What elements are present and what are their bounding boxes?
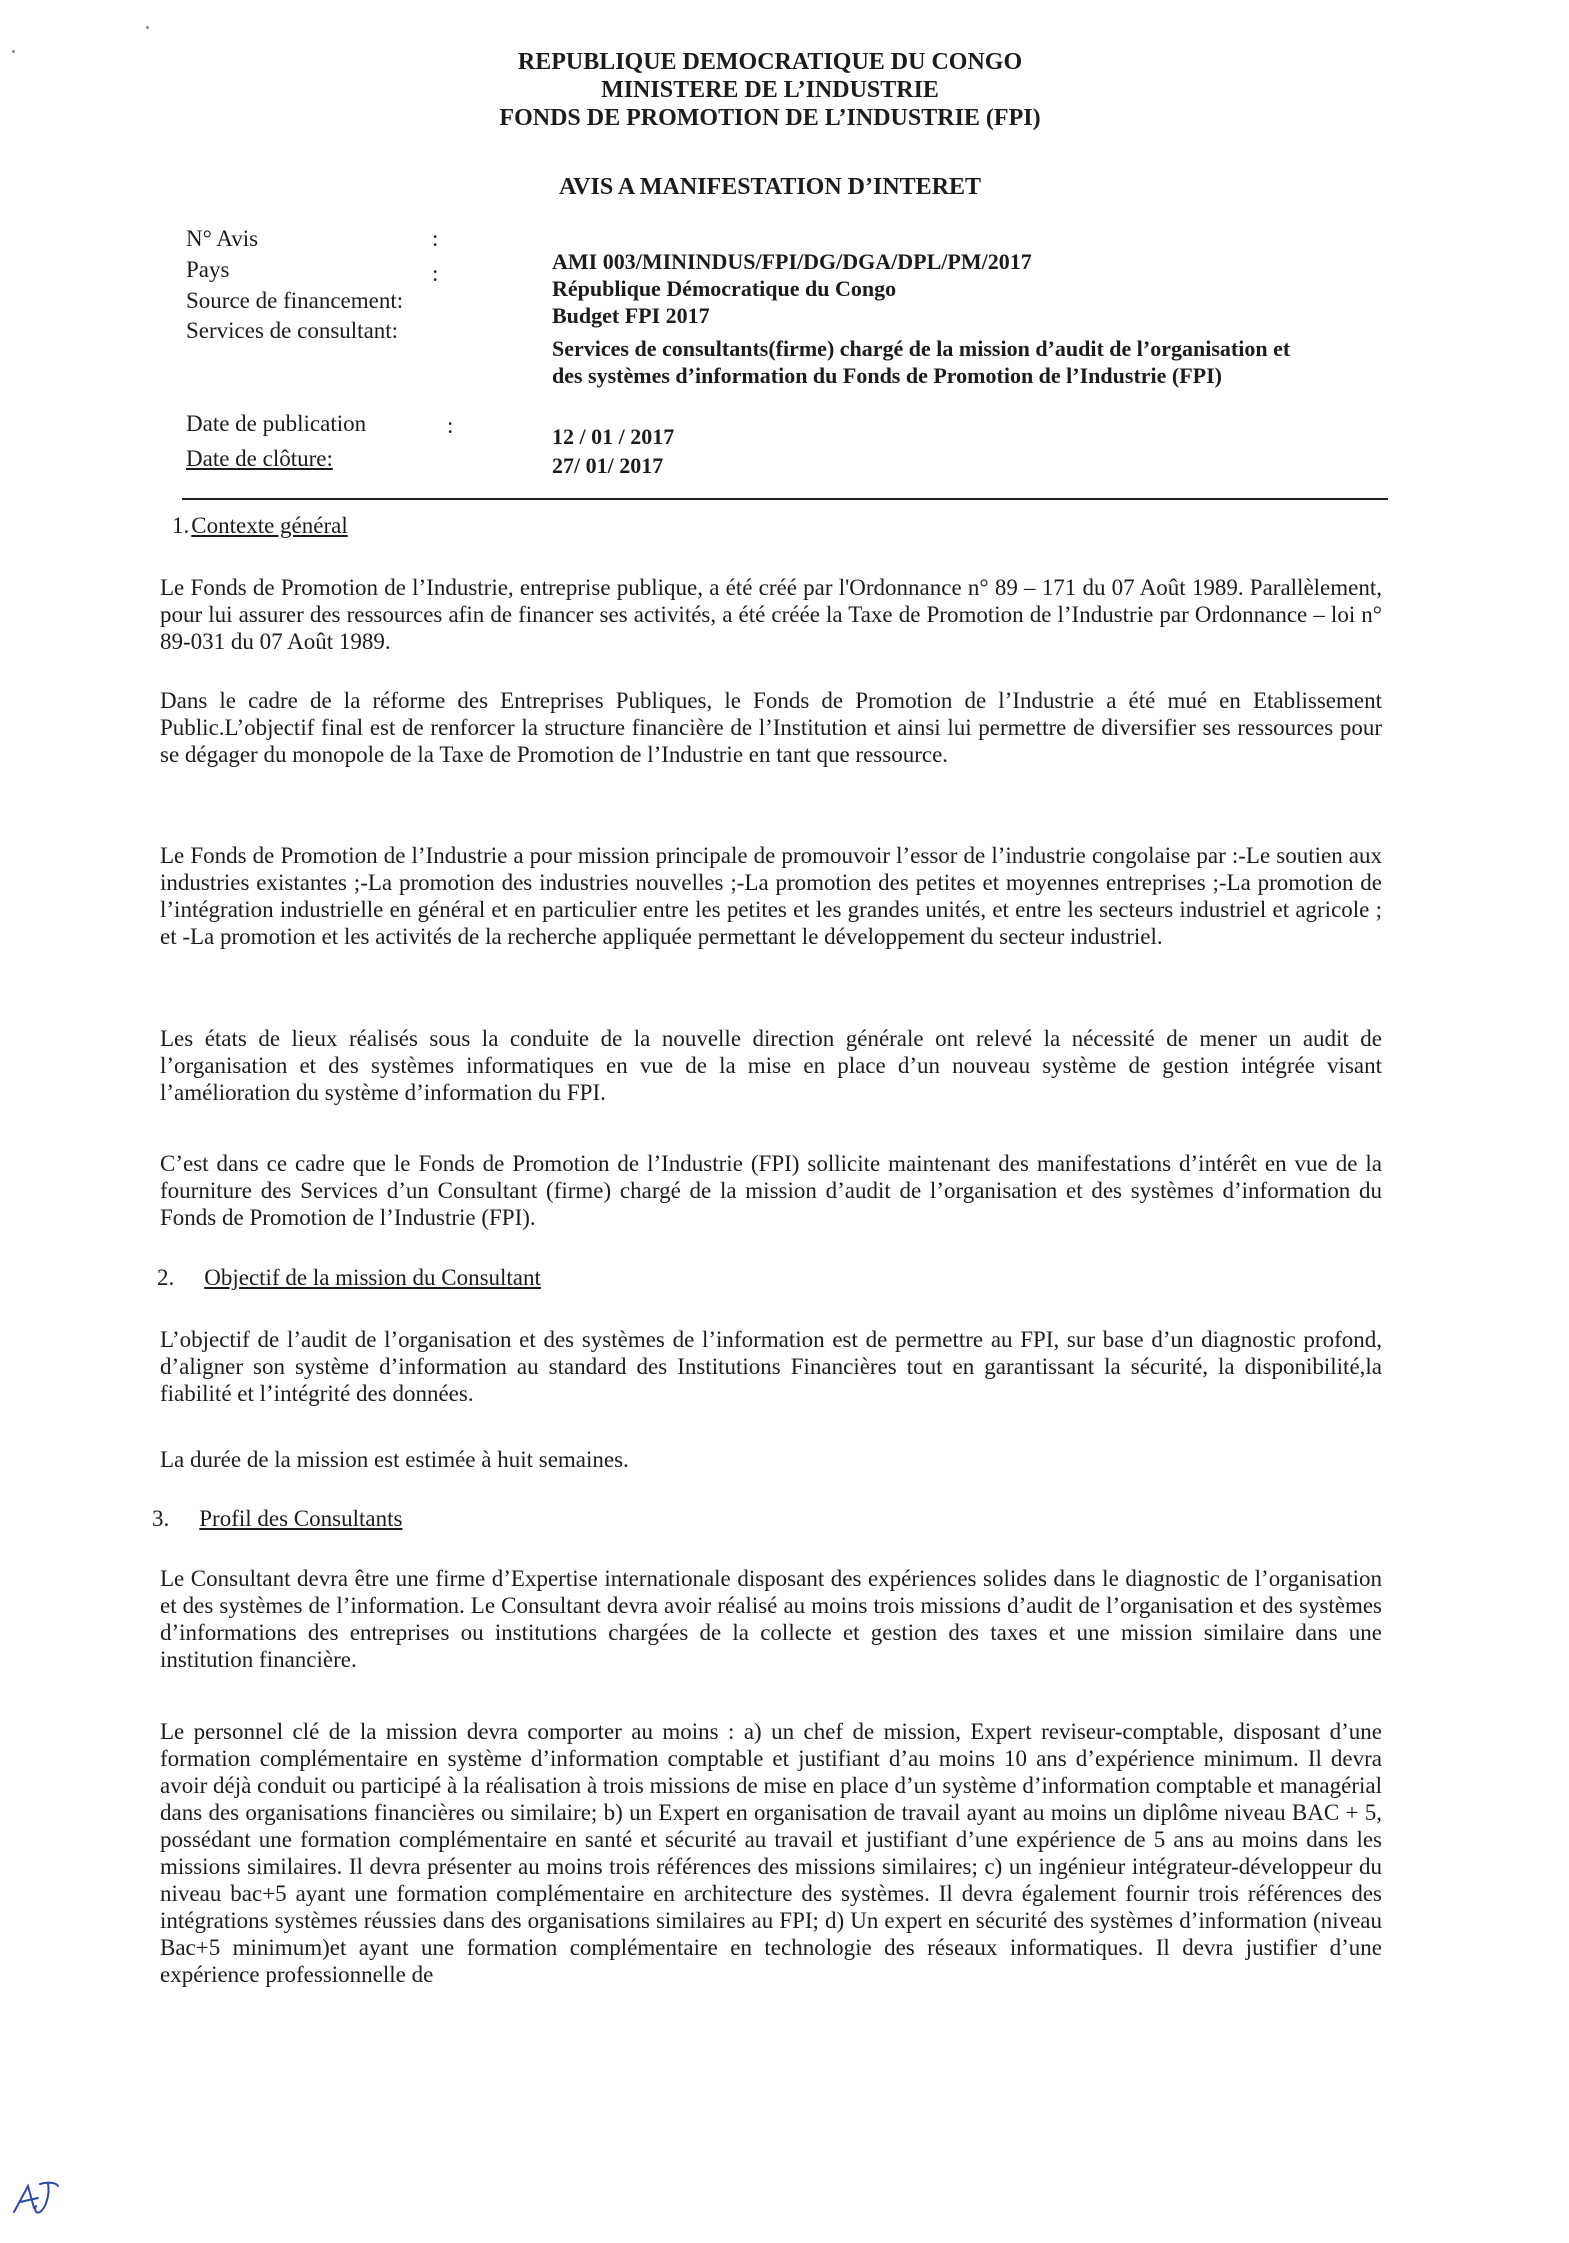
header-ministry: MINISTERE DE L’INDUSTRIE bbox=[601, 77, 939, 103]
section-3-number: 3. bbox=[152, 1506, 170, 1531]
handwritten-initials-icon bbox=[10, 2178, 62, 2218]
meta-value-source: Budget FPI 2017 bbox=[552, 303, 710, 328]
section-3-heading bbox=[152, 1506, 402, 1532]
header-fund: FONDS DE PROMOTION DE L’INDUSTRIE (FPI) bbox=[499, 105, 1041, 131]
meta-value-services bbox=[552, 335, 1452, 389]
meta-value-pays: République Démocratique du Congo bbox=[552, 276, 897, 301]
meta-colon: : bbox=[432, 226, 439, 251]
section-1-paragraph-1: Le Fonds de Promotion de l’Industrie, entreprise publique, a été créé par l'Ordonnance n° 89 – 171 du 07 Août 1989. Parallèlement, pour lui assurer des ressources afin de financer ses activités, a été créée la Taxe de Promotion de l’Industrie par Ordonnance – loi n° 89-031 du 07 Août 1989. bbox=[160, 575, 1382, 654]
header-divider bbox=[182, 498, 1388, 500]
meta-label-publication: Date de publication bbox=[186, 411, 367, 436]
section-2-title: Objectif de la mission du Consultant bbox=[204, 1265, 541, 1290]
section-3-paragraph-1: Le Consultant devra être une firme d’Expertise internationale disposant des expériences solides dans le diagnostic de l’organisation et des systèmes de l’information. Le Consultant devra avoir réalisé au moins trois missions d’audit de l’organisation et des systèmes d’informations des entreprises ou institutions chargées de la collecte et gestion des taxes et une mission similaire dans une institution financière. bbox=[160, 1566, 1382, 1672]
meta-value-publication: 12 / 01 / 2017 bbox=[552, 424, 675, 449]
meta-value-services-line1: Services de consultants(firme) chargé de la mission d’audit de l’organisation et bbox=[552, 336, 1291, 361]
section-1-heading bbox=[172, 513, 348, 539]
section-3-title: Profil des Consultants bbox=[199, 1506, 403, 1531]
meta-label-services: Services de consultant: bbox=[186, 318, 399, 343]
scan-speck bbox=[146, 26, 149, 29]
section-2-heading bbox=[157, 1265, 541, 1291]
section-2-paragraph-1: L’objectif de l’audit de l’organisation et des systèmes de l’information est de permettre au FPI, sur base d’un diagnostic profond, d’aligner son système d’information au standard des Institutions Financières tout en garantissant la sécurité, la disponibilité,la fiabilité et l’intégrité des données. bbox=[160, 1327, 1382, 1406]
section-1-title: Contexte général bbox=[191, 513, 348, 538]
section-1-paragraph-2: Dans le cadre de la réforme des Entreprises Publiques, le Fonds de Promotion de l’Industrie a été mué en Etablissement Public.L’objectif final est de renforcer la structure financière de l’Institution et ainsi lui permettre de diversifier ses ressources pour se dégager du monopole de la Taxe de Promotion de l’Industrie en tant que ressource. bbox=[160, 688, 1382, 767]
meta-label-source: Source de financement: bbox=[186, 288, 404, 313]
document-header bbox=[340, 48, 1200, 132]
section-3-paragraph-2: Le personnel clé de la mission devra comporter au moins : a) un chef de mission, Expert reviseur-comptable, disposant d’une formation complémentaire en système d’information comptable et justifiant d’au moins 10 ans d’expérience minimum. Il devra avoir déjà conduit ou participé à la réalisation à trois missions de mise en place d’un système d’information comptable et managérial dans des organisations financières ou similaire; b) un Expert en organisation de travail ayant au moins un diplôme niveau BAC + 5, possédant une formation complémentaire en santé et sécurité au travail et justifiant d’une expérience de 5 ans au moins dans les missions similaires. Il devra présenter au moins trois références des missions similaires; c) un ingénieur intégrateur-développeur du niveau bac+5 ayant une formation complémentaire en architecture des systèmes. Il devra également fournir trois références des intégrations systèmes réussies dans des organisations similaires au FPI; d) Un expert en sécurité des systèmes d’information (niveau Bac+5 minimum)et ayant une formation complémentaire en technologie des réseaux informatiques. Il devra justifier d’une expérience professionnelle de bbox=[160, 1719, 1382, 1987]
scan-speck bbox=[12, 50, 15, 53]
meta-value-services-line2: des systèmes d’information du Fonds de Promotion de l’Industrie (FPI) bbox=[552, 363, 1223, 388]
meta-label-cloture: Date de clôture: bbox=[186, 446, 333, 471]
meta-label-pays: Pays bbox=[186, 257, 230, 282]
header-republic: REPUBLIQUE DEMOCRATIQUE DU CONGO bbox=[517, 49, 1023, 75]
section-1-paragraph-4: Les états de lieux réalisés sous la conduite de la nouvelle direction générale ont relevé la nécessité de mener un audit de l’organisation et des systèmes informatiques en vue de la mise en place d’un nouveau système de gestion intégrée visant l’amélioration du système d’information du FPI. bbox=[160, 1026, 1382, 1105]
section-1-paragraph-3: Le Fonds de Promotion de l’Industrie a pour mission principale de promouvoir l’essor de l’industrie congolaise par :-Le soutien aux industries existantes ;-La promotion des industries nouvelles ;-La promotion des petites et moyennes entreprises ;-La promotion de l’intégration industrielle en général et en particulier entre les petites et les grandes unités, et entre les secteurs industriel et agricole ; et -La promotion et les activités de la recherche appliquée permettant le développement du secteur industriel. bbox=[160, 843, 1382, 949]
meta-colon: : bbox=[432, 261, 439, 286]
notice-title: AVIS A MANIFESTATION D’INTERET bbox=[558, 174, 982, 200]
section-2-paragraph-2: La durée de la mission est estimée à huit semaines. bbox=[160, 1447, 629, 1472]
meta-colon: : bbox=[447, 413, 454, 438]
meta-label-numero: N° Avis bbox=[186, 226, 259, 251]
section-1-number: 1. bbox=[172, 513, 190, 538]
meta-value-cloture: 27/ 01/ 2017 bbox=[552, 453, 664, 478]
meta-value-numero: AMI 003/MININDUS/FPI/DG/DGA/DPL/PM/2017 bbox=[552, 249, 1032, 274]
section-1-paragraph-5: C’est dans ce cadre que le Fonds de Promotion de l’Industrie (FPI) sollicite maintenant des manifestations d’intérêt en vue de la fourniture des Services d’un Consultant (firme) chargé de la mission d’audit de l’organisation et des systèmes d’information du Fonds de Promotion de l’Industrie (FPI). bbox=[160, 1151, 1382, 1230]
section-2-number: 2. bbox=[157, 1265, 175, 1290]
